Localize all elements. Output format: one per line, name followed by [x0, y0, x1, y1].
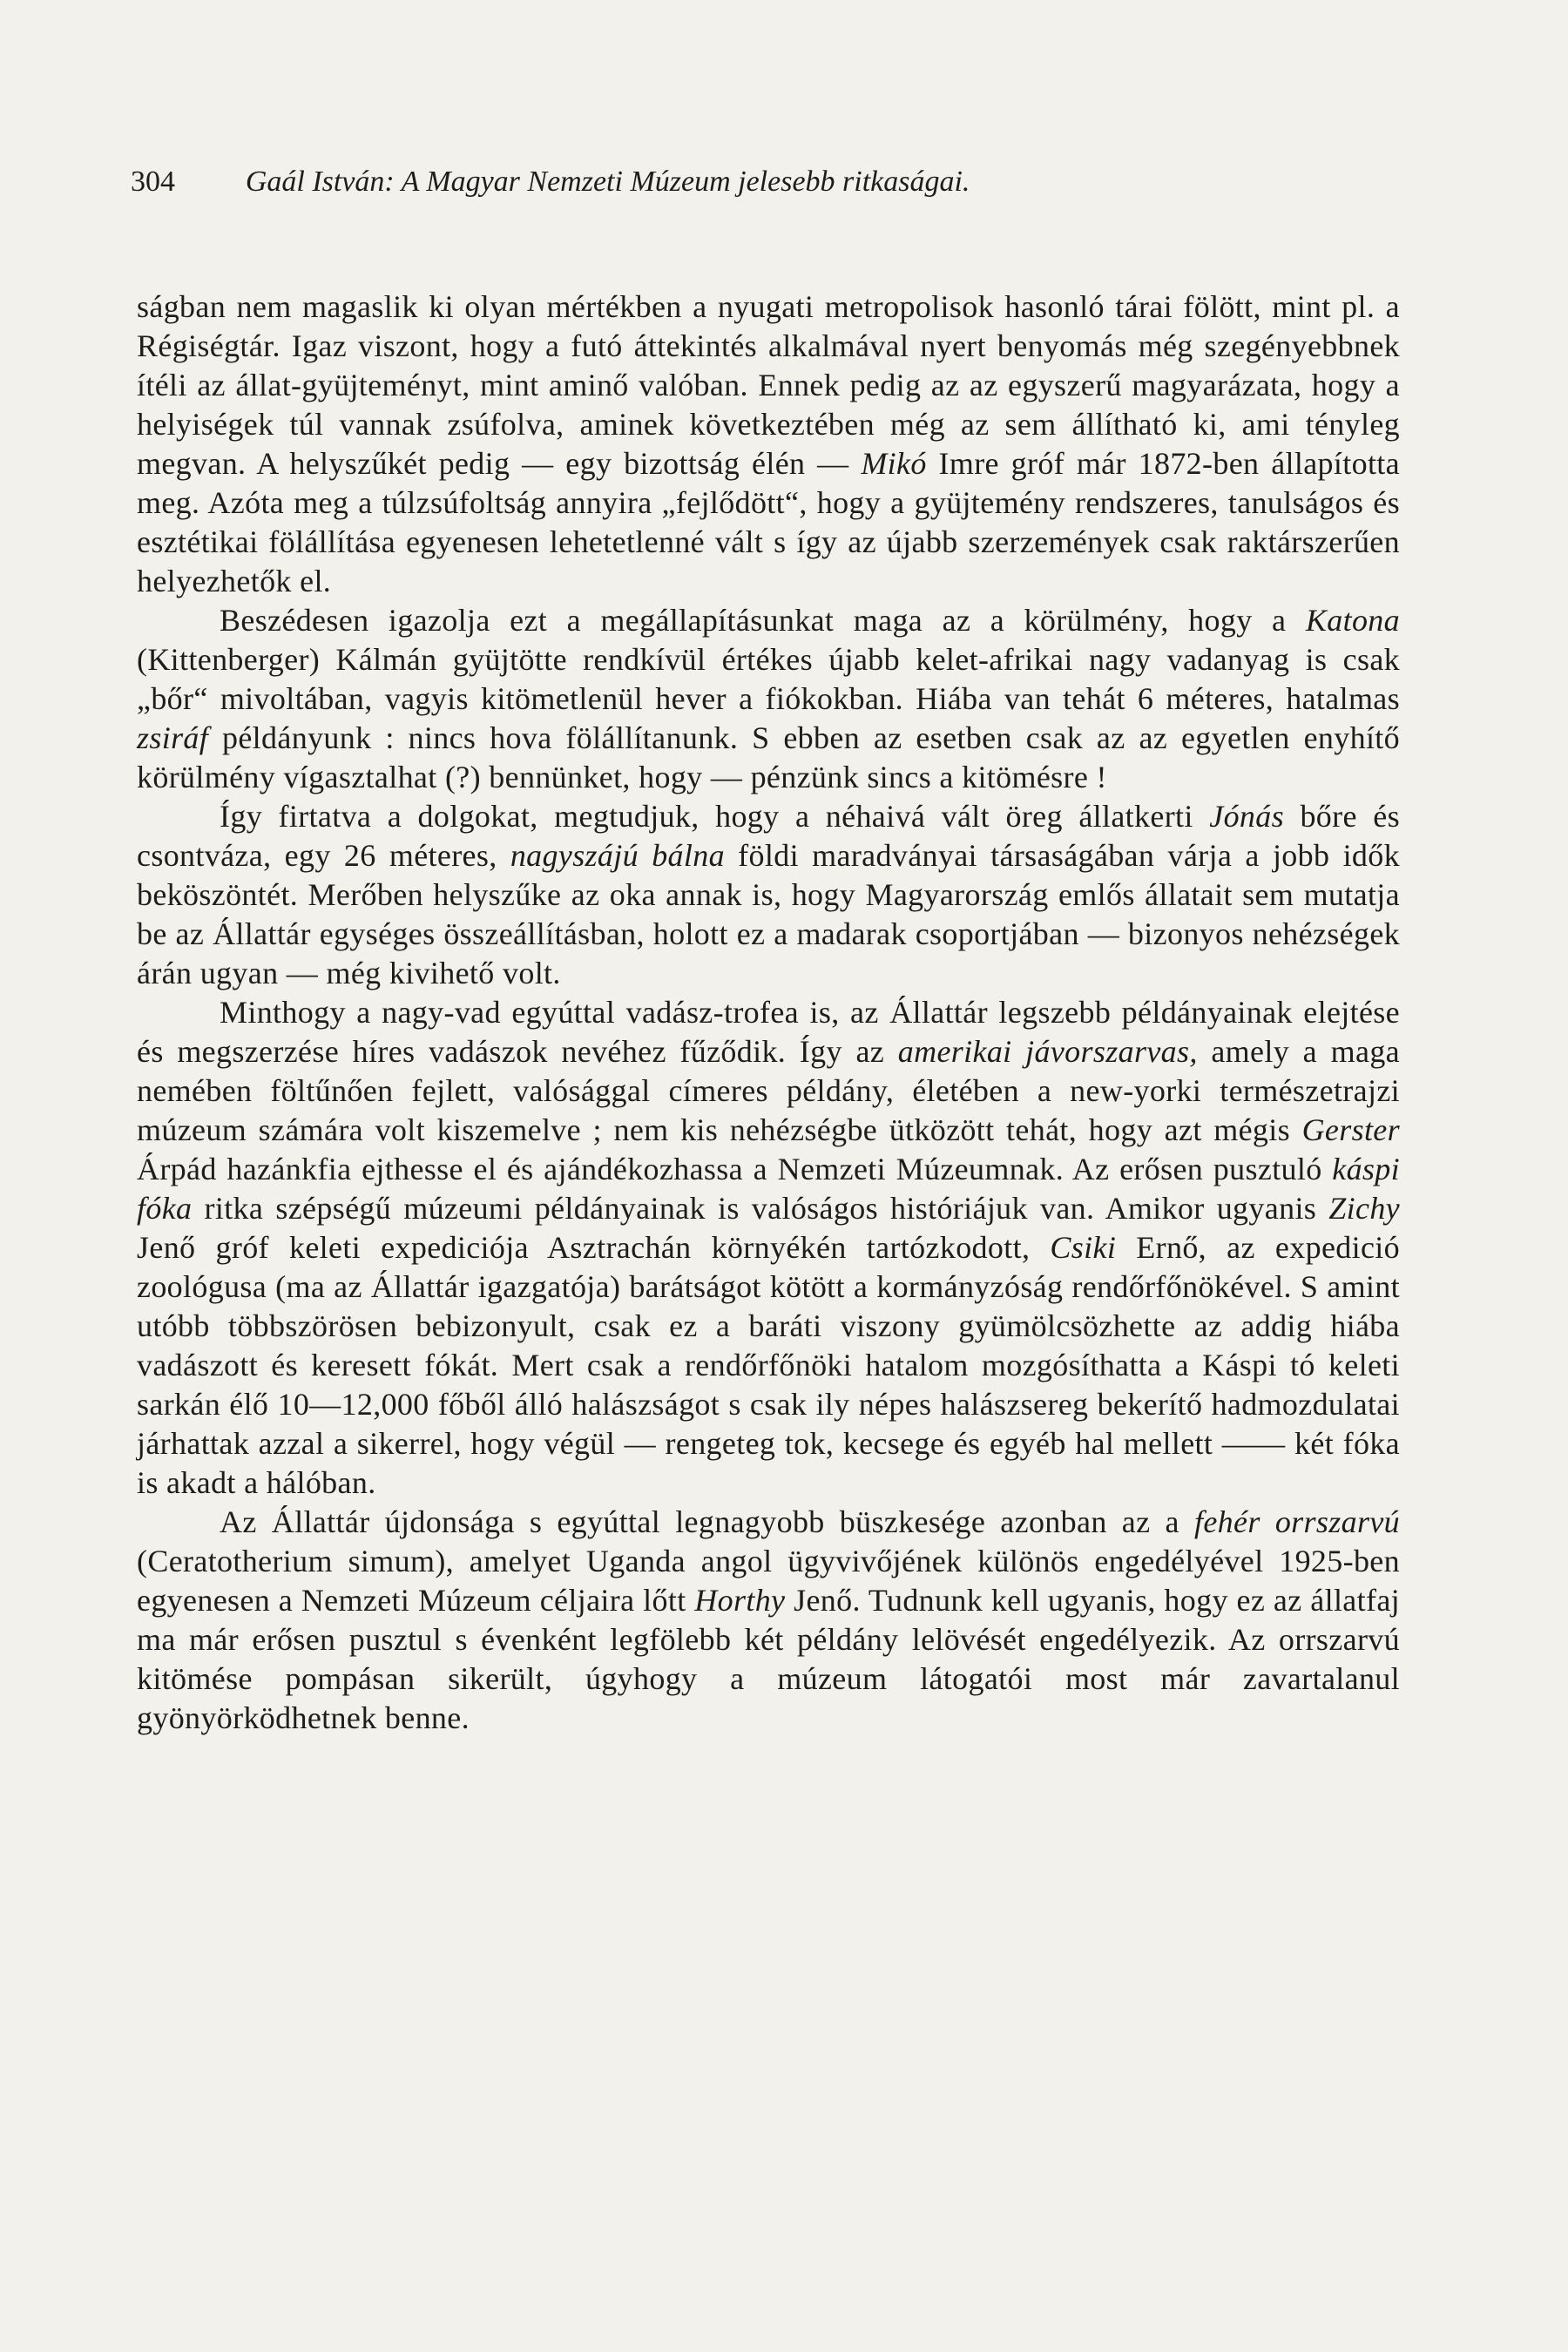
paragraph [137, 287, 1400, 601]
italic-run: nagyszájú bálna [510, 838, 725, 873]
italic-run: Katona [1305, 603, 1400, 638]
text-run: Ernő, az expedició zoológusa (ma az Állattár igazgatója) barátságot kötött a kormányzóság rendőrfőnökével. S amint utóbb többszörösen bebizonyult, csak ez a baráti viszony gyümölcsözhette az addig hiába vadászott és keresett fókát. Mert csak a rendőrfőnöki hatalom mozgósíthatta a Káspi tó keleti sarkán élő 10—12,000 főből álló halászságot s csak ily népes halászsereg bekerítő hadmozdulatai járhattak azzal a sikerrel, hogy végül — rengeteg tok, kecsege és egyéb hal mellett —— két fóka is akadt a hálóban. [137, 1230, 1400, 1500]
text-run: amely a maga nemében föltűnően fejlett, valósággal címeres példány, életében a new-yorki természetrajzi múzeum számára volt kiszemelve ; nem kis nehézségbe ütközött tehát, hogy azt mégis [137, 1034, 1400, 1147]
text-run: Beszédesen igazolja ezt a megállapításunkat maga az a körülmény, hogy a [220, 603, 1306, 638]
text-run: Imre gróf már 1872-ben állapította meg. Azóta meg a túlzsúfoltság annyira „fejlődött“, hogy a gyüjtemény rendszeres, tanulságos és esztétikai fölállítása egyenesen lehetetlenné vált s így az újabb szerzemények csak raktárszerűen helyezhetők el. [137, 446, 1400, 598]
italic-run: Zichy [1328, 1191, 1400, 1226]
paragraph [137, 1503, 1400, 1738]
text-run: (Kittenberger) Kálmán gyüjtötte rendkívül értékes újabb kelet-afrikai nagy vadanyag is csak „bőr“ mivoltában, vagyis kitömetlenül hever a fiókokban. Hiába van tehát 6 méteres, hatalmas [137, 642, 1400, 716]
italic-run: fehér orrszarvú [1194, 1504, 1401, 1539]
paragraph [137, 601, 1400, 797]
text-run: Így firtatva a dolgokat, megtudjuk, hogy a néhaivá vált öreg állatkerti [220, 799, 1210, 834]
italic-run: Horthy [694, 1583, 786, 1618]
text-run: példányunk : nincs hova fölállítanunk. S ebben az esetben csak az az egyetlen enyhítő körülmény vígasztalhat (?) bennünket, hogy — pénzünk sincs a kitömésre ! [137, 720, 1400, 794]
text-run: Árpád hazánkfia ejthesse el és ajándékozhassa a Nemzeti Múzeumnak. Az erősen pusztuló [137, 1152, 1333, 1186]
text-run: (Ceratotherium simum), amelyet Uganda angol ügyvivőjének különös engedélyével 1925-ben egyenesen a Nemzeti Múzeum céljaira lőtt [137, 1544, 1400, 1618]
text-run: ságban nem magaslik ki olyan mértékben a nyugati metropolisok hasonló tárai fölött, mint pl. a Régiségtár. Igaz viszont, hogy a futó áttekintés alkalmával nyert benyomás még szegényebbnek ítéli az állat-gyüjteményt, mint aminő valóban. Ennek pedig az az egyszerű magyarázata, hogy a helyiségek túl vannak zsúfolva, aminek következtében még az sem állítható ki, ami tényleg megvan. A helyszűkét pedig — egy bizottság élén — [137, 289, 1400, 481]
text-run: Jenő. Tudnunk kell ugyanis, hogy ez az állatfaj ma már erősen pusztul s évenként legfölebb két példány lelövését engedélyezik. Az orrszarvú kitömése pompásan sikerült, úgyhogy a múzeum látogatói most már zavartalanul gyönyörködhetnek benne. [137, 1583, 1400, 1735]
text-run: földi maradványai társaságában várja a jobb idők beköszöntét. Merőben helyszűke az oka annak is, hogy Magyarország emlős állatait sem mutatja be az Állattár egységes összeállításban, holott ez a madarak csoportjában — bizonyos nehézségek árán ugyan — még kivihető volt. [137, 838, 1400, 990]
running-head: Gaál István: A Magyar Nemzeti Múzeum jelesebb ritkaságai. [245, 166, 970, 198]
body-text [137, 287, 1400, 1738]
italic-run: Mikó [861, 446, 927, 481]
italic-run: Gerster [1301, 1112, 1400, 1147]
paragraph [137, 993, 1400, 1503]
italic-run: amerikai jávorszarvas, [897, 1034, 1198, 1069]
text-run: ritka szépségű múzeumi példányainak is valóságos históriájuk van. Amikor ugyanis [192, 1191, 1329, 1226]
text-run: Jenő gróf keleti expediciója Asztrachán környékén tartózkodott, [137, 1230, 1051, 1265]
italic-run: Jónás [1209, 799, 1284, 834]
text-run: bőre és csontváza, egy 26 méteres, [137, 799, 1400, 873]
text-run: Minthogy a nagy-vad egyúttal vadász-trofea is, az Állattár legszebb példányainak elejtése és megszerzése híres vadászok nevéhez fűződik. Így az [137, 995, 1400, 1069]
paragraph [137, 797, 1400, 993]
page-number: 304 [131, 166, 175, 198]
italic-run: zsiráf [137, 720, 209, 755]
italic-run: káspi fóka [137, 1152, 1400, 1226]
italic-run: Csiki [1050, 1230, 1117, 1265]
page-header [131, 164, 1394, 199]
text-run: Az Állattár újdonsága s egyúttal legnagyobb büszkesége azonban az a [220, 1504, 1194, 1539]
